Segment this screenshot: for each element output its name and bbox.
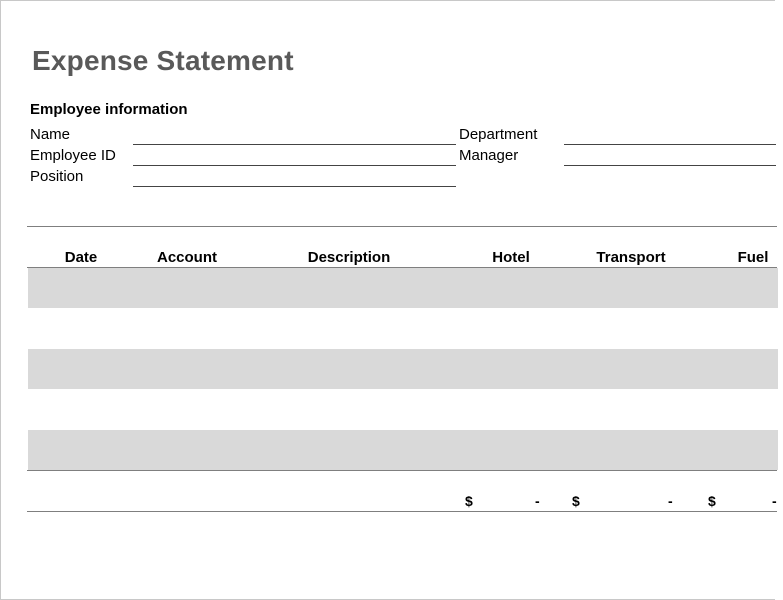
position-label: Position — [30, 168, 84, 185]
column-header-hotel: Hotel — [492, 249, 530, 266]
manager-label: Manager — [459, 147, 519, 164]
employee-id-field[interactable] — [133, 165, 456, 166]
table-bottom-rule — [27, 470, 777, 471]
position-field[interactable] — [133, 186, 456, 187]
column-header-transport: Transport — [596, 249, 666, 266]
transport-total-value: - — [668, 493, 673, 509]
fuel-total-value: - — [772, 493, 777, 509]
manager-field[interactable] — [564, 165, 776, 166]
table-row[interactable] — [28, 349, 778, 389]
column-header-fuel: Fuel — [737, 249, 769, 266]
table-row[interactable] — [28, 389, 778, 429]
column-header-date: Date — [64, 249, 98, 266]
transport-total-currency: $ — [572, 493, 580, 509]
document-title: Expense Statement — [32, 45, 294, 76]
table-row[interactable] — [28, 430, 778, 470]
section-divider — [27, 226, 777, 227]
table-row[interactable] — [28, 308, 778, 348]
column-header-account: Account — [157, 249, 217, 266]
name-field[interactable] — [133, 144, 456, 145]
department-label: Department — [459, 126, 538, 143]
hotel-total-currency: $ — [465, 493, 473, 509]
fuel-total-currency: $ — [708, 493, 716, 509]
employee-info-heading: Employee information — [30, 101, 188, 118]
table-row[interactable] — [28, 268, 778, 308]
hotel-total-value: - — [535, 493, 540, 509]
name-label: Name — [30, 126, 71, 143]
column-header-description: Description — [307, 249, 391, 266]
employee-id-label: Employee ID — [30, 147, 116, 164]
totals-bottom-rule — [27, 511, 777, 512]
department-field[interactable] — [564, 144, 776, 145]
